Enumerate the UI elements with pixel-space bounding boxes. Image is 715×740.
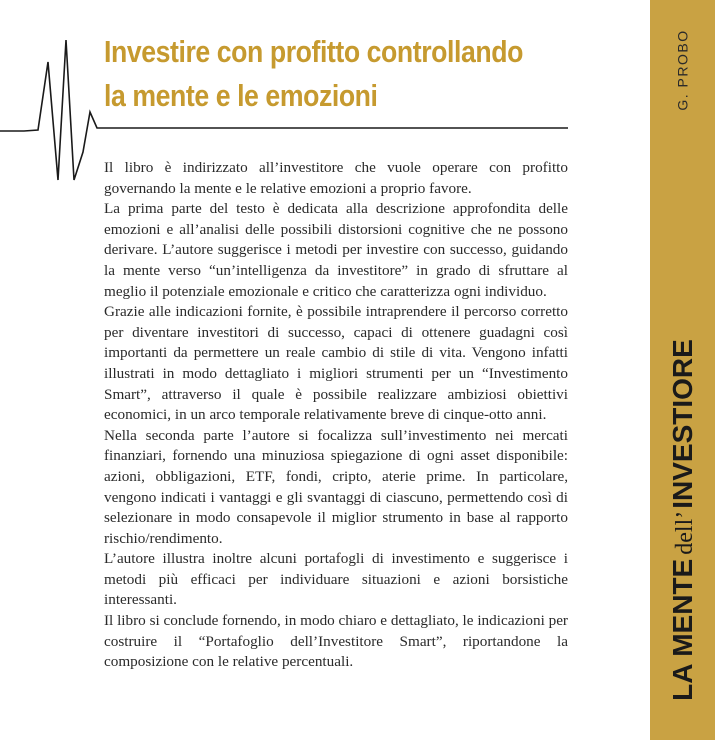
paragraph-1: Il libro è indirizzato all’investitore che vuole operare con profitto governando la mente e le relative emozioni a proprio favore. [104, 159, 568, 197]
book-description [104, 158, 568, 673]
title-line-2: la mente e le emozioni [104, 78, 378, 113]
book-spine [650, 0, 715, 740]
spine-series-title [667, 339, 699, 701]
spine-author: G. PROBO [674, 29, 691, 111]
spine-series-part-1: LA MENTE [666, 558, 698, 701]
page-title [104, 30, 551, 118]
paragraph-3: Grazie alle indicazioni fornite, è possibile intraprendere il percorso corretto per diventare investitori di successo, capaci di ottenere guadagni così importanti da permettere un reale cambio di stile di vita. Vengono infatti illustrati in modo dettagliato i migliori strumenti per un “Investimento Smart”, attraverso il quale è possibile realizzare ambiziosi obiettivi economici, in un arco temporale relativamente breve di cinque-otto anni. [104, 303, 568, 424]
spine-series-title-box [650, 340, 715, 700]
title-line-1: Investire con profitto controllando [104, 34, 523, 69]
paragraph-5: L’autore illustra inoltre alcuni portafogli di investimento e suggerisce i metodi più efficaci per individuare situazioni e azioni borsistiche interessanti. [104, 550, 568, 609]
spine-author-box [650, 0, 715, 140]
paragraph-2: La prima parte del testo è dedicata alla descrizione approfondita delle emozioni e all’analisi delle possibili distorsioni cognitive che ne possono derivare. L’autore suggerisce i metodi per investire con successo, guidando la mente verso “un’intelligenza da investitore” in grado di sfruttare al meglio il potenziale emozionale e critico che caratterizza ogni individuo. [104, 200, 568, 300]
spine-series-part-2: dell’ [671, 510, 698, 555]
spine-series-part-3: INVESTIORE [666, 339, 698, 509]
paragraph-6: Il libro si conclude fornendo, in modo chiaro e dettagliato, le indicazioni per costruire il “Portafoglio dell’Investitore Smart”, riportandone la composizione con le relative percentuali. [104, 612, 568, 671]
paragraph-4: Nella seconda parte l’autore si focalizza sull’investimento nei mercati finanziari, fornendo una minuziosa spiegazione di ogni asset disponibile: azioni, obbligazioni, ETF, fondi, cripto, aterie prime. In particolare, vengono indicati i vantaggi e gli svantaggi di ciascuno, permettendo così di selezionare in modo consapevole il miglior strumento in base al rapporto rischio/rendimento. [104, 426, 568, 547]
